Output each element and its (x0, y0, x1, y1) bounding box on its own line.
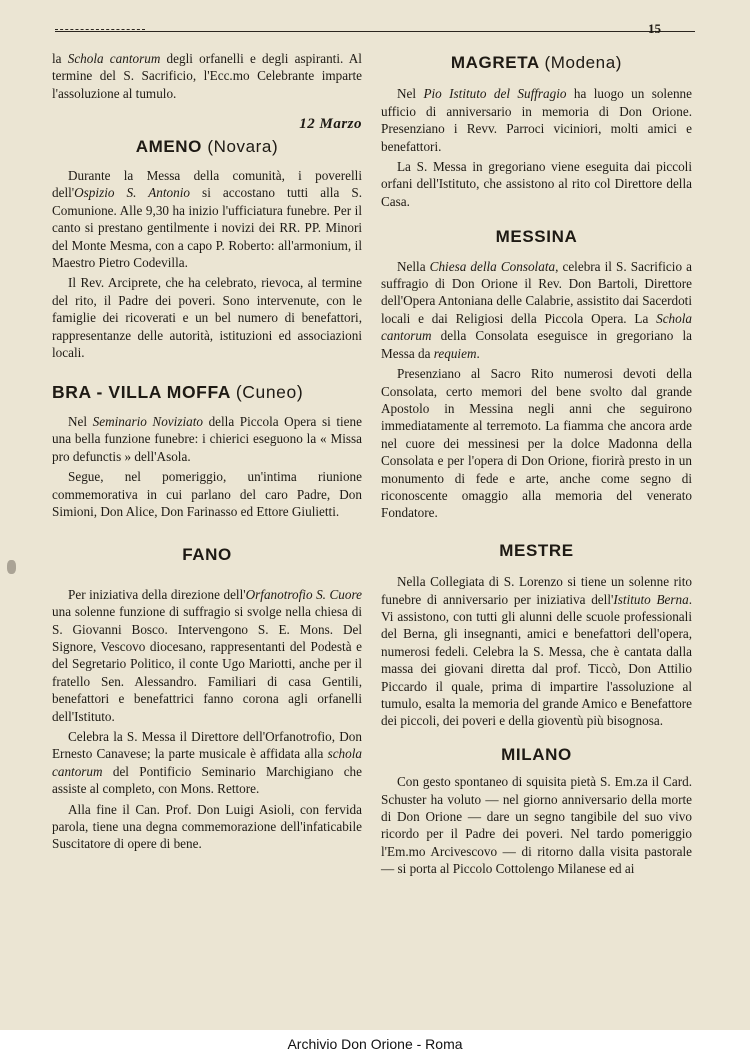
bra-paragraph-1: Nel Seminario Noviziato della Piccola Opera si tiene una bella funzione funebre: i chierici eseguono la « Missa pro defunctis » dell'Asola. (52, 413, 362, 464)
milano-paragraph-1: Con gesto spontaneo di squisita pietà S. Em.za il Card. Schuster ha voluto — nel giorno anniversario della morte di Don Orione — dare un segno tangibile del suo vivo ricordo per il Padre dei poveri. Nel tardo pomeriggio l'Em.mo Arcivescovo — di ritorno dalla visita pastorale — si porta al Piccolo Cottolengo Milanese ed ai (381, 774, 692, 877)
header-rule (55, 31, 695, 32)
heading-magreta: MAGRETA (Modena) (450, 53, 623, 72)
mestre-paragraph-1: Nella Collegiata di S. Lorenzo si tiene un solenne rito funebre di anniversario per iniziativa dell'Istituto Berna. Vi assistono, con tutti gli alunni delle scuole professionali del Berna, gli insegnanti, amici e benefattori dell'opera, numerosi fedeli. Celebra la S. Messa, che è cantata dalla massa dei giovani diretta dal prof. Ticcò, Don Attilio Piccardo il quale, prima di impartire l'assoluzione al tumulo, esalta la memoria del grande Amico e Benefattore dei piccoli, dei poveri e della gioventù più bisognosa. (381, 574, 692, 729)
left-column (52, 50, 362, 856)
magreta-paragraph-1: Nel Pio Istituto del Suffragio ha luogo un solenne ufficio di anniversario in memoria di Don Orione. Presenziano i Revv. Parroci viciniori, molti amici e benefattori. (381, 86, 692, 154)
page-number: 15 (648, 21, 661, 36)
bra-paragraph-2: Segue, nel pomeriggio, un'intima riunione commemorativa in cui parlano del caro Padre, Don Simioni, Don Alice, Don Farinasso ed Ettore Giulietti. (52, 469, 362, 519)
ameno-paragraph-1: Durante la Messa della comunità, i poverelli dell'Ospizio S. Antonio si accostano tutti alla S. Comunione. Alle 9,30 ha inizio l'ufficiatura funebre. Per il canto si prestano gentilmente i novizi dei RR. PP. Minori del Monte Mesma, con a capo P. Roberto: all'armonium, il Maestro Pietro Codevilla. (52, 168, 363, 271)
heading-bra-villa-moffa: BRA - VILLA MOFFA (Cuneo) (52, 381, 304, 402)
messina-paragraph-1: Nella Chiesa della Consolata, celebra il S. Sacrificio a suffragio di Don Orione il Rev. Don Bartoli, Direttore dell'Opera Antoniana delle Calabrie, assistito dai Sacerdoti locali e dai Religiosi della Piccola Opera. La Schola cantorum della Consolata eseguisce in gregoriano la Messa da requiem. (381, 258, 692, 361)
heading-milano: MILANO (501, 744, 572, 764)
heading-ameno: AMENO (Novara) (135, 136, 279, 156)
right-column (381, 50, 692, 881)
messina-paragraph-2: Presenziano al Sacro Rito numerosi devoti della Consolata, certo memori del bene svolto dal grande Apostolo in Messina negli anni che seguirono immediatamente al terremoto. La fiamma che ancora arde nel cuore dei messinesi per la dolce Madonna della Consolata e per l'opera di Don Orione, fiorirà presto in un monumento di fede e arte, anche come segno di riconoscente omaggio alla memoria del venerato Fondatore. (381, 366, 692, 521)
magreta-paragraph-2: La S. Messa in gregoriano viene eseguita dai piccoli orfani dell'Istituto, che assistono al rito col Direttore della Casa. (381, 159, 692, 209)
fano-paragraph-2: Celebra la S. Messa il Direttore dell'Orfanotrofio, Don Ernesto Canavese; la parte musicale è affidata alla schola cantorum del Pontificio Seminario Marchigiano che assiste al completo, con Mons. Rettore. (52, 729, 362, 797)
fano-paragraph-1: Per iniziativa della direzione dell'Orfanotrofio S. Cuore una solenne funzione di suffragio si svolge nella chiesa di S. Giovanni Bosco. Intervengono S. E. Mons. Del Signore, Vescovo diocesano, rappresentanti del Podestà e del Segretario Politico, il conte Ugo Mariotti, anche per il fratello Sen. Alessandro. Familiari di casa Gentili, benefattori e benefattrici fanno corona agli orfanelli dell'Istituto. (52, 586, 362, 724)
section-date: 12 Marzo (299, 116, 362, 133)
heading-fano: FANO (182, 545, 232, 565)
heading-mestre: MESTRE (499, 540, 574, 560)
continued-paragraph: la Schola cantorum degli orfanelli e degli aspiranti. Al termine del S. Sacrificio, l'Ecc.mo Celebrante imparte l'assoluzione al tumulo. (52, 51, 362, 101)
ameno-paragraph-2: Il Rev. Arciprete, che ha celebrato, rievoca, al termine del rito, il Padre dei poveri. Sono intervenute, con le famiglie dei ricoverati e un bel numero di benefattori, rappresentanze delle autorità, istituzioni ed associazioni locali. (52, 275, 362, 361)
fano-paragraph-3: Alla fine il Can. Prof. Don Luigi Asioli, con fervida parola, tiene una degna commemorazione dell'infaticabile Suscitatore di opere di bene. (52, 801, 362, 852)
heading-messina: MESSINA (495, 227, 578, 247)
margin-stain (7, 560, 16, 574)
archive-footer: Archivio Don Orione - Roma (0, 1030, 750, 1059)
